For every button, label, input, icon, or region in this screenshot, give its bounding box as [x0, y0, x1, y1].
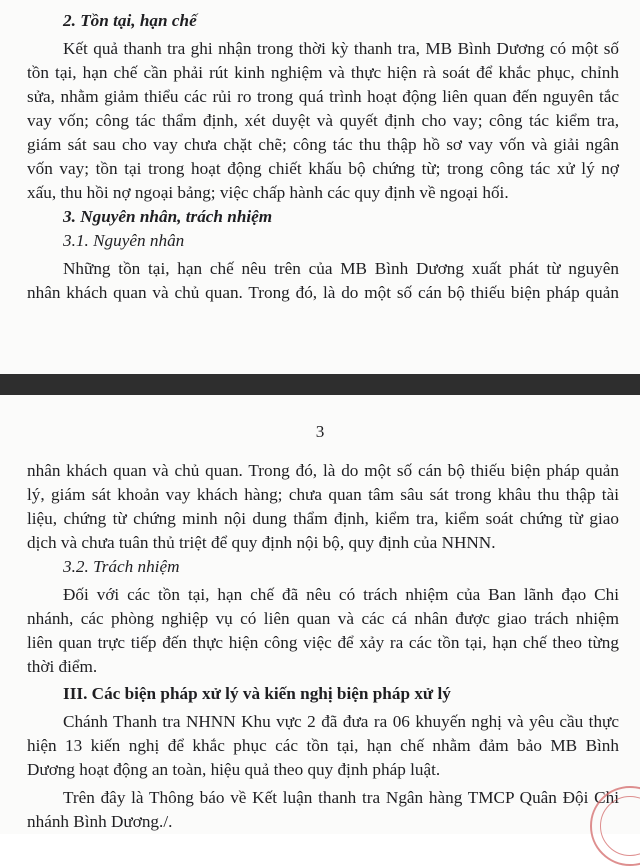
paragraph-line: Chánh Thanh tra NHNN Khu vực 2 đã đưa ra 06 khuyến nghị và yêu cầu thực	[63, 712, 619, 731]
paragraph-line: Trên đây là Thông báo về Kết luận thanh tra Ngân hàng TMCP Quân Đội Chi	[63, 788, 619, 807]
paragraph-line: thời điểm.	[27, 657, 98, 676]
page-number: 3	[315, 422, 325, 441]
paragraph-line: giám sát sau cho vay chưa chặt chẽ; công tác thu thập hồ sơ vay vốn và giải ngân	[27, 135, 619, 154]
heading-nguyen-nhan-trach-nhiem: 3. Nguyên nhân, trách nhiệm	[63, 207, 273, 226]
paragraph-line: liên quan trực tiếp đến thực hiện công việc để xảy ra các tồn tại, hạn chế theo từng	[27, 633, 619, 652]
page-separator	[0, 374, 640, 395]
paragraph-line: nhân khách quan và chủ quan. Trong đó, là do một số cán bộ thiếu biện pháp quản	[27, 283, 619, 302]
paragraph-line: Kết quả thanh tra ghi nhận trong thời kỳ thanh tra, MB Bình Dương có một số	[63, 39, 619, 58]
paragraph-line: xấu, thu hồi nợ ngoại bảng; việc chấp hành các quy định về ngoại hối.	[27, 183, 509, 202]
paragraph-line: nhánh Bình Dương./.	[27, 812, 173, 831]
heading-ton-tai-han-che: 2. Tồn tại, hạn chế	[63, 11, 197, 30]
paragraph-line: Dương hoạt động an toàn, hiệu quả theo quy định pháp luật.	[27, 760, 441, 779]
document-page-top	[0, 0, 640, 374]
paragraph-line: tồn tại, hạn chế cần phải rút kinh nghiệm và thực hiện rà soát để khắc phục, chỉnh	[27, 63, 619, 82]
heading-nguyen-nhan: 3.1. Nguyên nhân	[63, 231, 185, 250]
paragraph-line: Đối với các tồn tại, hạn chế đã nêu có trách nhiệm của Ban lãnh đạo Chi	[63, 585, 619, 604]
paragraph-line: hiện 13 kiến nghị để khắc phục các tồn tại, hạn chế nhằm đảm bảo MB Bình	[27, 736, 619, 755]
document-page-bottom	[0, 395, 640, 834]
paragraph-line: vay vốn; công tác thẩm định, xét duyệt và quyết định cho vay; công tác kiểm tra,	[27, 111, 619, 130]
paragraph-line: nhân khách quan và chủ quan. Trong đó, là do một số cán bộ thiếu biện pháp quản	[27, 461, 619, 480]
paragraph-line: sửa, nhằm giảm thiểu các rủi ro trong quá trình hoạt động liên quan đến nguyên tắc	[27, 87, 619, 106]
paragraph-line: vốn vay; tồn tại trong hoạt động chiết khấu bộ chứng từ; trong công tác xử lý nợ	[27, 159, 619, 178]
paragraph-line: dịch và chưa tuân thủ triệt để quy định nội bộ, quy định của NHNN.	[27, 533, 496, 552]
heading-trach-nhiem: 3.2. Trách nhiệm	[63, 557, 180, 576]
paragraph-line: lý, giám sát khoản vay khách hàng; chưa quan tâm sâu sát trong khâu thu thập tài	[27, 485, 619, 504]
heading-bien-phap-xu-ly: III. Các biện pháp xử lý và kiến nghị biện pháp xử lý	[63, 684, 451, 703]
paragraph-line: nhánh, các phòng nghiệp vụ có liên quan và các cá nhân được giao trách nhiệm	[27, 609, 619, 628]
paragraph-line: Những tồn tại, hạn chế nêu trên của MB Bình Dương xuất phát từ nguyên	[63, 259, 619, 278]
paragraph-line: liệu, chứng từ chứng minh nội dung thẩm định, kiểm tra, kiểm soát chứng từ giao	[27, 509, 619, 528]
